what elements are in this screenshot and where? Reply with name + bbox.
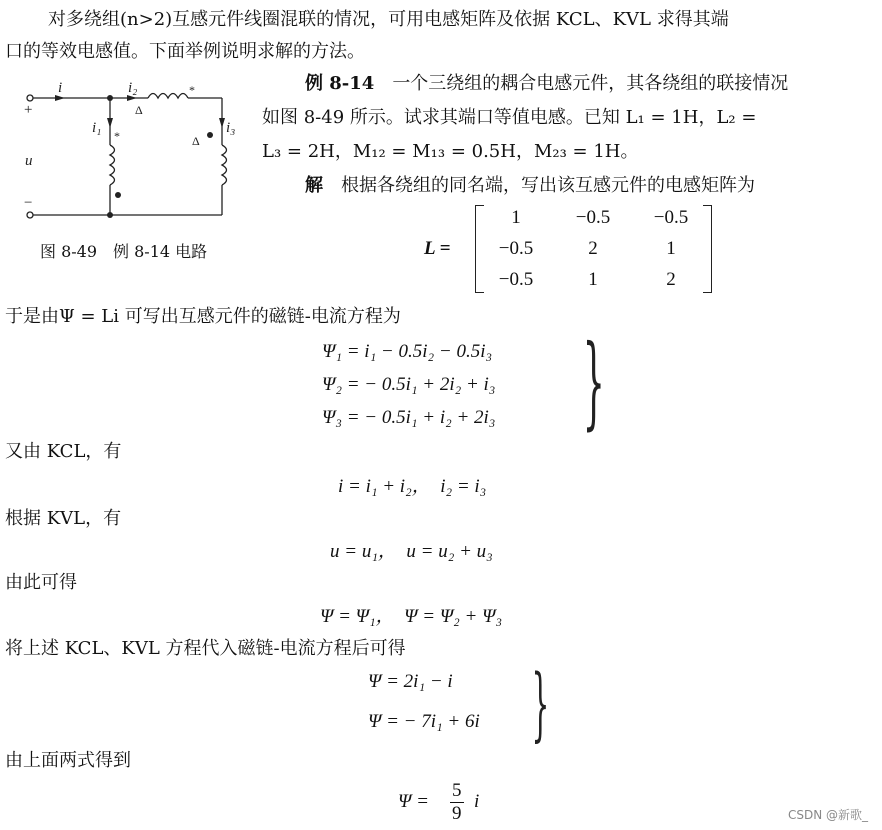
denominator: 9 bbox=[452, 803, 462, 824]
kcl-equation: i = i₁ + i₂， i₂ = i₃ bbox=[338, 476, 487, 497]
label-u: u bbox=[25, 153, 33, 169]
sub-equation-2: Ψ = − 7i₁ + 6i bbox=[368, 711, 480, 732]
inductance-matrix bbox=[475, 205, 712, 293]
flux-equation-2: Ψ₂ = − 0.5i₁ + 2i₂ + i₃ bbox=[322, 374, 496, 395]
paragraph: 又由 KCL，有 bbox=[5, 441, 122, 462]
matrix-cell: 1 bbox=[666, 238, 676, 259]
final-rhs: i bbox=[474, 791, 480, 812]
paragraph: 于是由Ψ = Li 可写出互感元件的磁链-电流方程为 bbox=[5, 306, 401, 327]
matrix-cell: −0.5 bbox=[575, 207, 611, 228]
paragraph: 将上述 KCL、KVL 方程代入磁链-电流方程后可得 bbox=[5, 638, 406, 659]
triangle-mark: Δ bbox=[135, 103, 143, 117]
label-i: i bbox=[58, 80, 63, 96]
final-lhs: Ψ = bbox=[398, 791, 429, 812]
label-i1: i₁ bbox=[92, 120, 102, 136]
example-line-1: 一个三绕组的耦合电感元件，其各绕组的联接情况 bbox=[392, 73, 789, 94]
star-mark: * bbox=[189, 83, 195, 97]
flux-equation-1: Ψ₁ = i₁ − 0.5i₂ − 0.5i₃ bbox=[322, 341, 493, 362]
matrix-cell: −0.5 bbox=[653, 207, 689, 228]
numerator: 5 bbox=[452, 780, 462, 801]
triangle-mark: Δ bbox=[192, 134, 200, 148]
intro-line-2: 口的等效电感值。下面举例说明求解的方法。 bbox=[5, 41, 365, 62]
paragraph: 根据 KVL，有 bbox=[5, 508, 122, 529]
solution-label: 解 bbox=[305, 175, 323, 196]
label-i3: i₃ bbox=[226, 120, 236, 136]
right-brace: } bbox=[582, 323, 605, 440]
label-plus: + bbox=[24, 102, 33, 118]
matrix-cell: −0.5 bbox=[498, 269, 534, 290]
matrix-cell: 2 bbox=[588, 238, 598, 259]
label-minus: − bbox=[24, 195, 33, 211]
example-line-3: L₃ = 2H，M₁₂ = M₁₃ = 0.5H，M₂₃ = 1H。 bbox=[262, 141, 639, 162]
matrix-cell: −0.5 bbox=[498, 238, 534, 259]
matrix-lhs: L = bbox=[424, 238, 451, 259]
psi-equation: Ψ = Ψ₁， Ψ = Ψ₂ + Ψ₃ bbox=[320, 606, 503, 627]
kvl-equation: u = u₁， u = u₂ + u₃ bbox=[330, 541, 493, 562]
figure-caption: 图 8-49 例 8-14 电路 bbox=[40, 242, 208, 261]
matrix-cell: 2 bbox=[666, 269, 676, 290]
example-line-2: 如图 8-49 所示。试求其端口等值电感。已知 L₁ = 1H，L₂ = bbox=[262, 107, 757, 128]
sub-equation-1: Ψ = 2i₁ − i bbox=[368, 671, 453, 692]
example-label: 例 8-14 bbox=[305, 73, 375, 94]
matrix-cell: 1 bbox=[588, 269, 598, 290]
matrix-cell: 1 bbox=[511, 207, 521, 228]
label-i2: i₂ bbox=[128, 80, 138, 96]
flux-equation-3: Ψ₃ = − 0.5i₁ + i₂ + 2i₃ bbox=[322, 407, 496, 428]
paragraph: 由此可得 bbox=[5, 572, 77, 593]
fraction bbox=[450, 780, 464, 825]
watermark: CSDN @新歌_ bbox=[788, 808, 869, 822]
star-mark: * bbox=[114, 129, 120, 143]
right-brace: } bbox=[531, 657, 550, 750]
intro-line-1: 对多绕组(n>2)互感元件线圈混联的情况，可用电感矩阵及依据 KCL、KVL 求得其端 bbox=[48, 9, 729, 30]
paragraph: 由上面两式得到 bbox=[5, 750, 131, 771]
solution-text: 根据各绕组的同名端，写出该互感元件的电感矩阵为 bbox=[341, 175, 755, 196]
